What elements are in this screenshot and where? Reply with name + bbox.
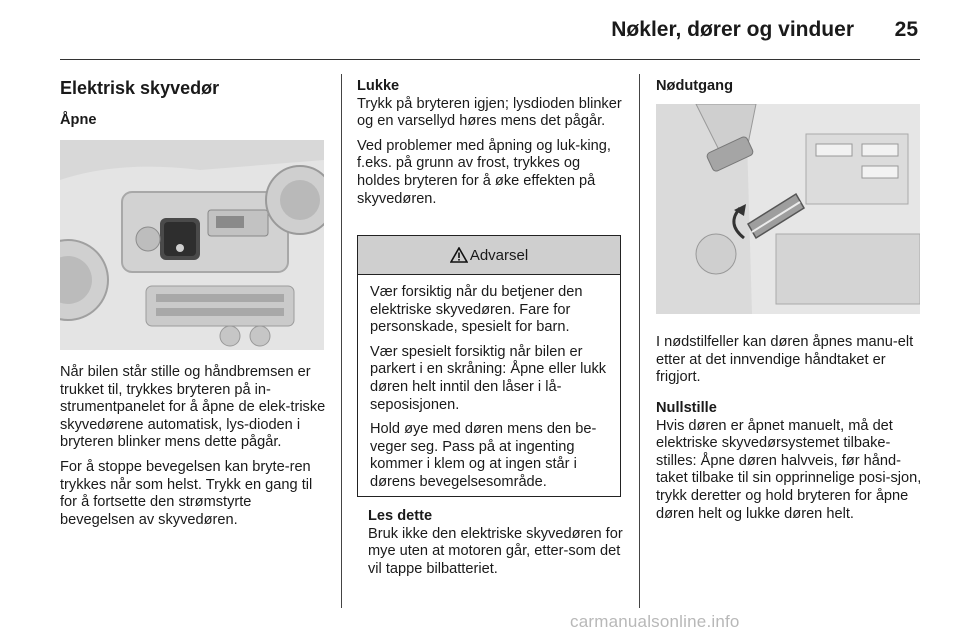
dashboard-switch-illustration <box>60 140 324 350</box>
column-3-body <box>656 334 924 394</box>
section-title: Elektrisk skyvedør <box>60 78 220 98</box>
heading-close: Lukke <box>357 78 400 94</box>
column-1 <box>60 112 326 130</box>
warning-box <box>357 235 621 497</box>
dashboard-switch-figure <box>60 140 324 350</box>
heading-open: Åpne <box>60 112 97 128</box>
paragraph: For å stoppe bevegelsen kan bryte-ren trykkes når som helst. Trykk en gang til for å fortsette den strømstyrte bevegelsen av skyvedøren. <box>60 458 313 528</box>
paragraph: I nødstilfeller kan døren åpnes manu-elt etter at det innvendige håndtaket er frigjort. <box>656 334 914 386</box>
paragraph: Ved problemer med åpning og luk-king, f.eks. på grunn av frost, trykkes og holdes bryteren for å øke effekten på skyvedøren. <box>357 137 611 207</box>
column-divider-1 <box>341 74 342 608</box>
door-handle-figure <box>656 104 920 314</box>
paragraph: Trykk på bryteren igjen; lysdioden blinker og en varsellyd høres mens det pågår. <box>357 95 622 130</box>
column-3 <box>656 78 922 96</box>
heading-emergency-exit: Nødutgang <box>656 78 734 94</box>
warning-header <box>358 236 620 275</box>
warning-body <box>358 275 620 492</box>
page-number: 25 <box>894 18 918 41</box>
header-title: Nøkler, dører og vinduer <box>611 18 854 41</box>
heading-note: Les dette <box>368 508 433 524</box>
watermark: carmanualsonline.info <box>570 612 740 631</box>
column-2 <box>357 78 625 215</box>
reset-section <box>656 400 924 530</box>
heading-reset: Nullstille <box>656 400 717 416</box>
paragraph: Vær forsiktig når du betjener den elektriske skyvedøren. Fare for personskade, spesielt for barn. <box>370 284 583 336</box>
paragraph: Hvis døren er åpnet manuelt, må det elektriske skyvedørsystemet tilbake-stilles: Åpne døren halvveis, før hånd-taket tilbake til sin opprinnelige posi-sjon, trykk deretter og hold bryteren for åpne døren helt og lukke døren helt. <box>656 417 922 522</box>
paragraph: Bruk ikke den elektriske skyvedøren for mye uten at motoren går, etter-som det vil tappe bilbatteriet. <box>368 525 623 577</box>
door-handle-illustration <box>656 104 920 314</box>
header-rule <box>60 59 920 60</box>
note-section <box>368 508 630 585</box>
warning-triangle-icon <box>450 247 468 263</box>
paragraph: Hold øye med døren mens den be-veger seg. Pass på at ingenting kommer i klem og at ingen står i dørens bevegelsesområde. <box>370 421 597 490</box>
column-1-body <box>60 364 328 536</box>
warning-title: Advarsel <box>469 246 529 264</box>
paragraph: Vær spesielt forsiktig når bilen er parkert i en skråning: Åpne eller lukk døren helt inntil den låser i lå-seposisjonen. <box>370 343 607 413</box>
paragraph: Når bilen står stille og håndbremsen er trukket til, trykkes bryteren på in-strumentpanelet for å åpne de elek-triske skyvedørene automatisk, lys-dioden i bryteren blinker mens dette pågår. <box>60 364 326 451</box>
column-divider-2 <box>639 74 640 608</box>
